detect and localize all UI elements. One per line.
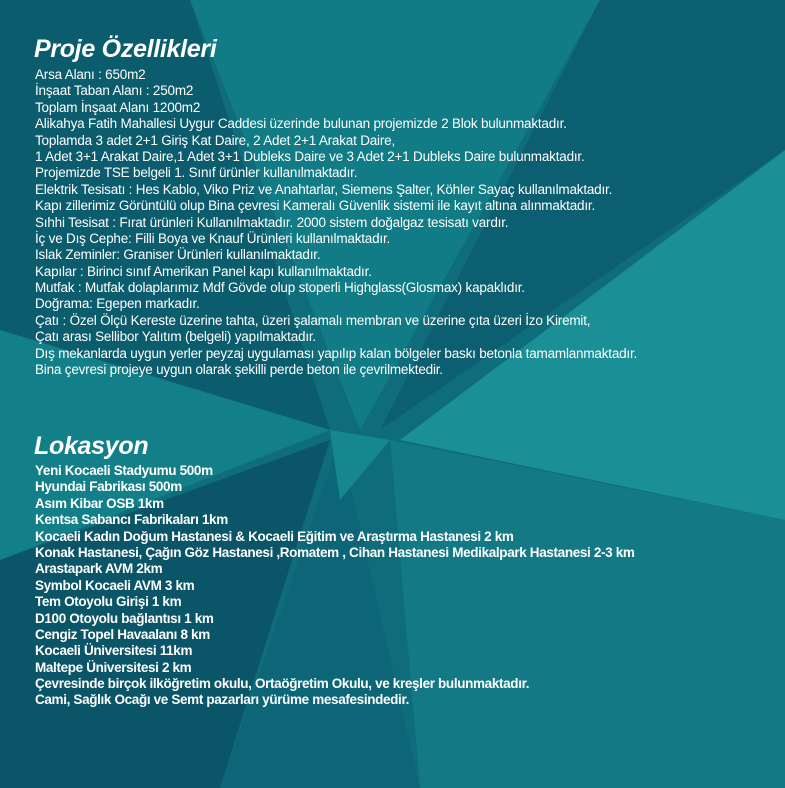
location-item: Hyundai Fabrikası 500m [35,479,182,495]
location-item: Arastapark AVM 2km [35,561,163,577]
features-item-roof-2: Çatı arası Sellibor Yalıtım (belgeli) yapılmaktadır. [35,329,316,345]
location-item: Kocaeli Kadın Doğum Hastanesi & Kocaeli Eğitim ve Araştırma Hastanesi 2 km [35,528,514,544]
location-item: Kocaeli Üniversitesi 11km [35,643,193,659]
features-item-roof-1: Çatı : Özel Ölçü Kereste üzerine tahta, üzeri şalamalı membran ve üzerine çıta üzeri İzo Kiremit, [35,312,591,328]
features-item-landscape: Dış mekanlarda uygun yerler peyzaj uygulaması yapılıp kalan bölgeler baskı betonla tamamlanmaktadır. [35,345,638,361]
features-item-windows: Doğrama: Egepen markadır. [35,296,200,312]
location-item: Cengiz Topel Havaalanı 8 km [35,626,210,642]
features-title: Proje Özellikleri [34,35,217,63]
features-list [35,67,637,378]
location-item: Asım Kibar OSB 1km [35,495,164,511]
features-item-tse: Projemizde TSE belgeli 1. Sınıf ürünler kullanılmaktadır. [35,165,358,181]
location-item: Çevresinde birçok ilköğretim okulu, Ortaöğretim Okulu, ve kreşler bulunmaktadır. [35,676,530,692]
location-item: Kentsa Sabancı Fabrikaları 1km [35,512,228,528]
features-item-electric: Elektrik Tesisatı : Hes Kablo, Viko Priz ve Anahtarlar, Siemens Şalter, Köhler Sayaç kullanılmaktadır. [35,181,613,197]
location-item: Cami, Sağlık Ocağı ve Semt pazarları yürüme mesafesindedir. [35,692,410,708]
location-item: Tem Otoyolu Girişi 1 km [35,594,182,610]
features-item-kitchen: Mutfak : Mutfak dolaplarımız Mdf Gövde olup stoperli Highglass(Glosmax) kapaklıdır. [35,280,525,296]
location-item: Konak Hastanesi, Çağın Göz Hastanesi ,Romatem , Cihan Hastanesi Medikalpark Hastanesi 2-3 km [35,544,635,560]
location-item: Maltepe Üniversitesi 2 km [35,659,192,675]
features-item-address: Alikahya Fatih Mahallesi Uygur Caddesi üzerinde bulunan projemizde 2 Blok bulunmaktadır. [35,116,567,132]
features-item-base-area: İnşaat Taban Alanı : 250m2 [35,83,194,99]
location-item: D100 Otoyolu bağlantısı 1 km [35,610,214,626]
features-item-units-2: 1 Adet 3+1 Arakat Daire,1 Adet 3+1 Dubleks Daire ve 3 Adet 2+1 Dubleks Daire bulunmaktadır. [35,148,585,164]
features-item-plumbing: Sıhhi Tesisat : Fırat ürünleri Kullanılmaktadır. 2000 sistem doğalgaz tesisatı vardır. [35,214,509,230]
features-item-doors: Kapılar : Birinci sınıf Amerikan Panel kapı kullanılmaktadır. [35,263,372,279]
location-item: Yeni Kocaeli Stadyumu 500m [35,463,213,478]
features-item-land-area: Arsa Alanı : 650m2 [35,67,146,82]
features-item-wet-floors: Islak Zeminler: Graniser Ürünleri kullanılmaktadır. [35,247,321,263]
features-item-perimeter: Bina çevresi projeye uygun olarak şekilli perde beton ile çevrilmektedir. [35,362,443,378]
features-item-facade: İç ve Dış Cephe: Filli Boya ve Knauf Ürünleri kullanılmaktadır. [35,230,391,246]
features-item-total-area: Toplam İnşaat Alanı 1200m2 [35,99,201,115]
location-title: Lokasyon [34,432,149,460]
features-item-units-1: Toplamda 3 adet 2+1 Giriş Kat Daire, 2 Adet 2+1 Arakat Daire, [35,132,396,148]
features-item-security: Kapı zillerimiz Görüntülü olup Bina çevresi Kameralı Güvenlik sistemi ile kayıt altına alınmaktadır. [35,198,595,214]
location-list [35,463,635,709]
location-item: Symbol Kocaeli AVM 3 km [35,577,195,593]
